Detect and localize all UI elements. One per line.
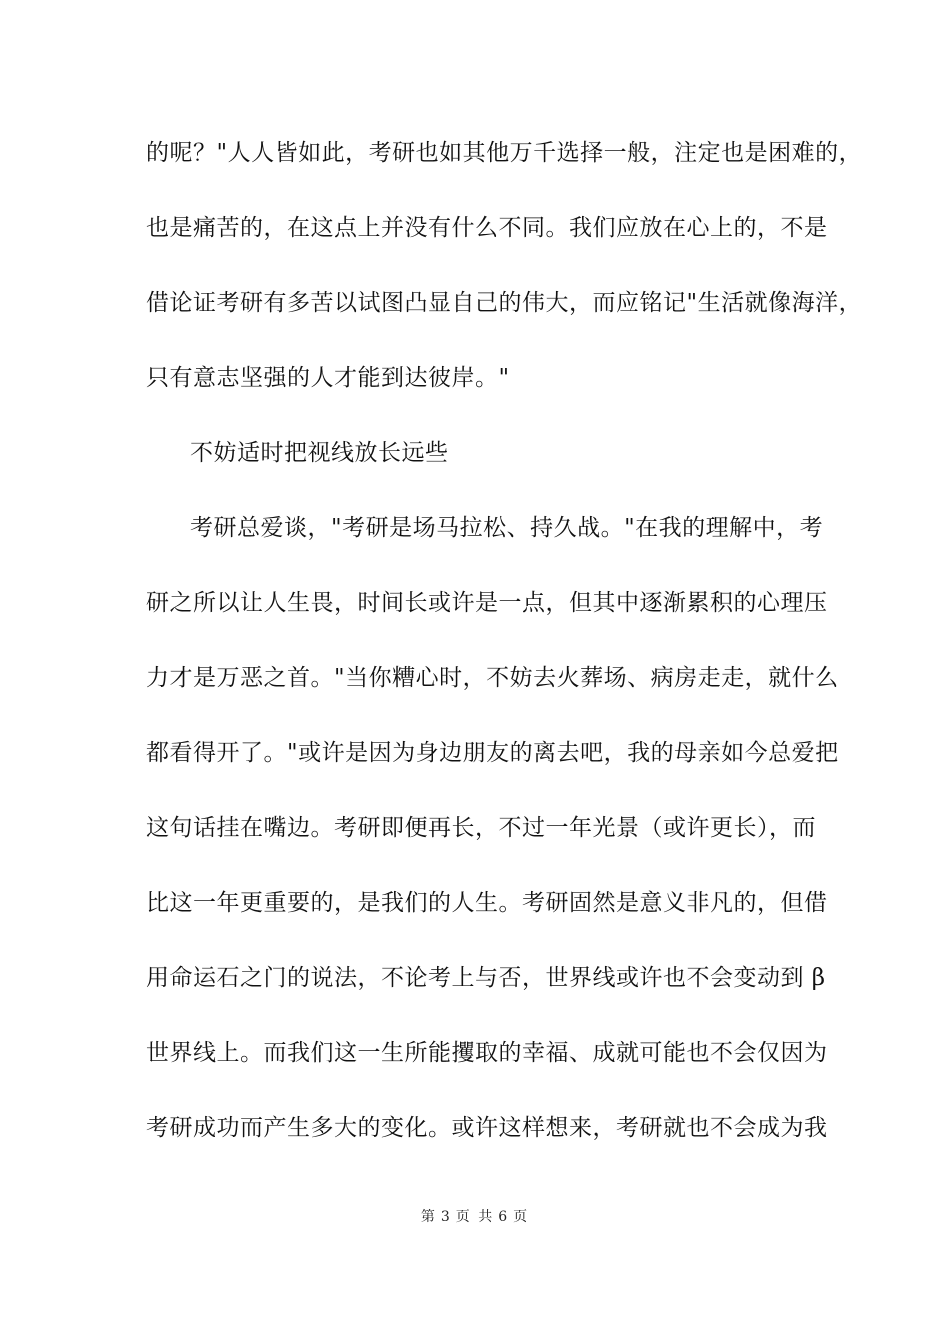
body-text-line: 这句话挂在嘴边。考研即便再长，不过一年光景（或许更长），而: [146, 815, 816, 841]
body-text-line: 也是痛苦的，在这点上并没有什么不同。我们应放在心上的，不是: [146, 215, 828, 241]
body-text-line: 考研总爱谈，"考研是场马拉松、持久战。"在我的理解中，考: [190, 515, 824, 541]
body-text-line: 只有意志坚强的人才能到达彼岸。": [146, 365, 510, 391]
body-text-line: 都看得开了。"或许是因为身边朋友的离去吧，我的母亲如今总爱把: [146, 740, 839, 766]
section-heading: 不妨适时把视线放长远些: [190, 440, 449, 466]
total-pages-number: 6: [498, 1209, 510, 1225]
body-text-line: 用命运石之门的说法，不论考上与否，世界线或许也不会变动到 β: [146, 965, 826, 991]
page-footer: [0, 1208, 950, 1226]
footer-prefix: 第: [420, 1209, 437, 1225]
footer-mid: 页 共: [455, 1209, 495, 1225]
body-text-line: 的呢？"人人皆如此，考研也如其他万千选择一般，注定也是困难的，: [146, 140, 863, 166]
current-page-number: 3: [440, 1209, 452, 1225]
body-text-line: 力才是万恶之首。"当你糟心时，不妨去火葬场、病房走走，就什么: [146, 665, 839, 691]
body-text-line: 研之所以让人生畏，时间长或许是一点，但其中逐渐累积的心理压: [146, 590, 828, 616]
body-text-line: 比这一年更重要的，是我们的人生。考研固然是意义非凡的，但借: [146, 890, 828, 916]
body-text-line: 考研成功而产生多大的变化。或许这样想来，考研就也不会成为我: [146, 1115, 828, 1141]
body-text-line: 借论证考研有多苦以试图凸显自己的伟大，而应铭记"生活就像海洋，: [146, 290, 863, 316]
footer-suffix: 页: [513, 1209, 530, 1225]
body-text-line: 世界线上。而我们这一生所能攫取的幸福、成就可能也不会仅因为: [146, 1040, 828, 1066]
